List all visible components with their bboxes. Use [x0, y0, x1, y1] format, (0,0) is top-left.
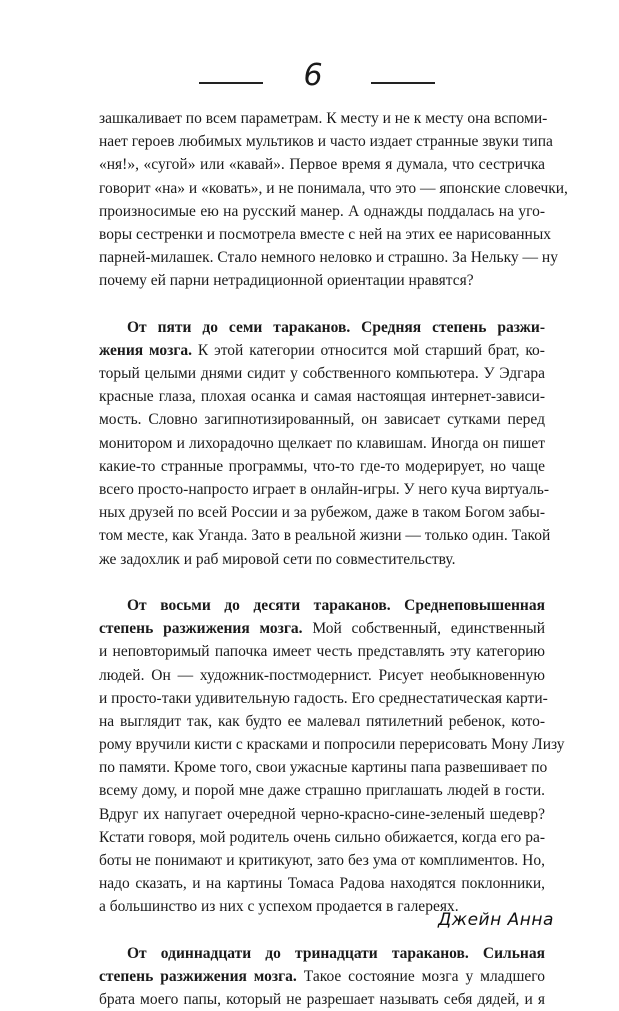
- text-line: ных друзей по всей России и за рубежом, даже в таком Богом забы-: [99, 504, 545, 522]
- header-rule-right: [371, 82, 435, 84]
- text-line: и просто-таки удивительную гадость. Его среднестатическая карти-: [99, 689, 548, 707]
- text-line: же задохлик и раб мировой сети по совместительству.: [99, 550, 456, 568]
- author-signature: Джейн Анна: [438, 910, 554, 930]
- text-line: почему ей парни нетрадиционной ориентации нравятся?: [99, 272, 474, 290]
- text-line: Вдруг их напугает очередной черно-красно-сине-зеленый шедевр?: [99, 805, 545, 823]
- text-line: «ня!», «сугой» или «кавай». Первое время я думала, что сестричка: [99, 156, 545, 174]
- text-line: произносимые ею на русский манер. А однажды поддалась на уго-: [99, 202, 545, 220]
- text-line: людей. Он — художник-постмодернист. Рисует необыкновенную: [99, 666, 545, 684]
- text-line: Кстати говоря, мой родитель очень сильно обижается, когда его ра-: [99, 828, 545, 846]
- bold-lead: От одиннадцати до тринадцати тараканов. Сильная: [127, 944, 545, 962]
- text-line: какие-то странные программы, что-то где-то модерирует, но чаще: [99, 457, 545, 475]
- text-line: на выглядит так, как будто ее малевал пятилетний ребенок, кото-: [99, 712, 545, 730]
- text-line: и неповторимый папочка имеет честь представлять эту категорию: [99, 643, 545, 661]
- page-number: 6: [303, 58, 323, 93]
- bold-lead-end: степень разжижения мозга.: [99, 620, 303, 638]
- text-fragment: Такое состояние мозга у младшего: [296, 967, 545, 985]
- text-line: боты не понимают и критикуют, зато без ума от комплиментов. Но,: [99, 852, 545, 869]
- body-text: [99, 107, 568, 1011]
- bold-lead-end: жения мозга.: [99, 341, 193, 359]
- text-line: по памяти. Кроме того, свои ужасные картины папа развешивает по: [99, 759, 548, 777]
- text-line: рому вручили кисти с красками и попросили перерисовать Мону Лизу: [99, 736, 565, 754]
- paragraph-heading: [99, 942, 545, 965]
- bold-lead-end: степень разжижения мозга.: [99, 967, 297, 985]
- text-line: парней-милашек. Стало немного неловко и страшно. За Нельку — ну: [99, 249, 558, 267]
- text-line: всему дому, и порой мне даже страшно приглашать людей в гости.: [99, 782, 545, 800]
- text-line: воры сестренки и посмотрела вместе с ней на этих ее нарисованных: [99, 225, 551, 243]
- bold-lead: От пяти до семи тараканов. Средняя степень разжи-: [127, 318, 545, 336]
- text-line: том месте, как Уганда. Зато в реальной жизни — только один. Такой: [99, 527, 551, 545]
- header-rule-left: [199, 82, 263, 84]
- bold-lead: От восьми до десяти тараканов. Среднеповышенная: [127, 596, 545, 614]
- text-line: зашкаливает по всем параметрам. К месту и не к месту она вспоми-: [99, 110, 548, 127]
- text-line: [99, 965, 545, 988]
- text-line: надо сказать, и на картины Томаса Радова находятся поклонники,: [99, 875, 545, 893]
- text-line: мость. Словно загипнотизированный, он зависает сутками перед: [99, 411, 545, 429]
- text-line: брата моего папы, который не разрешает называть себя дядей, и я: [99, 991, 545, 1009]
- text-fragment: Мой собственный, единственный: [302, 620, 545, 638]
- text-line: монитором и лихорадочно щелкает по клавишам. Иногда он пишет: [99, 434, 545, 452]
- text-line: торый целыми днями сидит у собственного компьютера. У Эдгара: [99, 365, 545, 383]
- text-line: нает героев любимых мультиков и часто издает странные звуки типа: [99, 133, 553, 151]
- text-line: [99, 617, 545, 640]
- text-line: красные глаза, плохая осанка и самая настоящая интернет-зависи-: [99, 388, 545, 406]
- paragraph-heading: [99, 594, 545, 617]
- text-line: всего просто-напросто играет в онлайн-игры. У него куча виртуаль-: [99, 481, 550, 498]
- page-header: [0, 58, 619, 98]
- text-line: говорит «на» и «ковать», и не понимала, что это — японские словечки,: [99, 179, 568, 197]
- text-line: [99, 339, 545, 362]
- text-line: а большинство из них с успехом продается в галереях.: [99, 898, 459, 916]
- text-fragment: К этой категории относится мой старший брат, ко-: [192, 341, 545, 359]
- paragraph-heading: [99, 316, 545, 339]
